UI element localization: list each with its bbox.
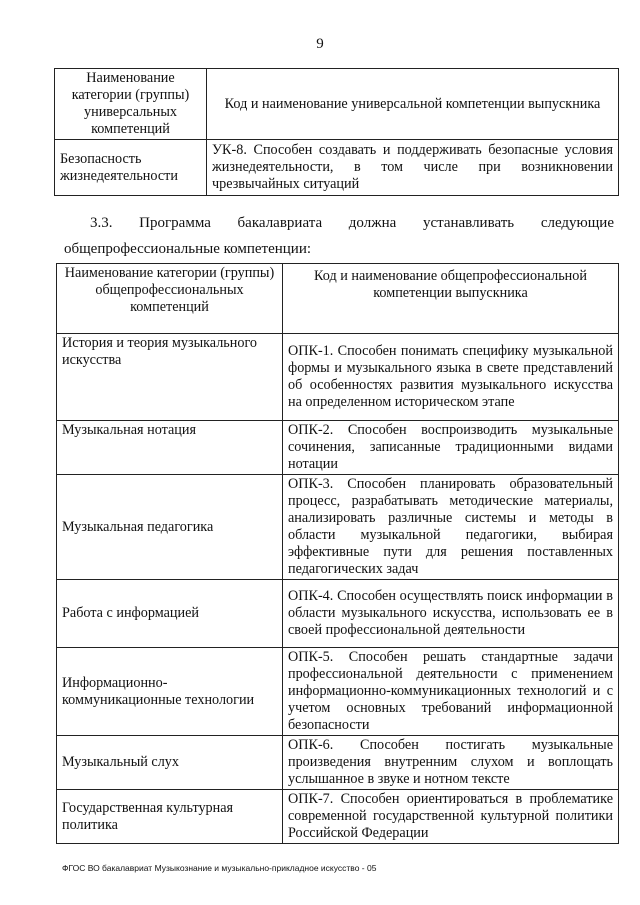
competence-cell: ОПК-1. Способен понимать специфику музыкальной формы и музыкального языка в свете представлений об особенностях развития музыкального искусства на определенном историческом этапе bbox=[283, 334, 619, 421]
header-competence: Код и наименование универсальной компетенции выпускника bbox=[207, 69, 619, 140]
paragraph-line-2: общепрофессиональные компетенции: bbox=[64, 241, 312, 257]
page-number: 9 bbox=[316, 36, 324, 52]
category-cell: История и теория музыкального искусства bbox=[57, 334, 283, 421]
category-cell: Безопасность жизнедеятельности bbox=[55, 140, 207, 196]
table-header-row bbox=[57, 264, 619, 334]
table-row bbox=[55, 140, 619, 196]
competence-cell: ОПК-3. Способен планировать образовательный процесс, разрабатывать методические материалы, анализировать различные системы и методы в области музыкальной педагогики, выбирая эффективные пути для решения поставленных педагогических задач bbox=[283, 475, 619, 580]
paragraph-line-1: 3.3. Программа бакалавриата должна устанавливать следующие bbox=[90, 215, 614, 231]
table-row bbox=[57, 421, 619, 475]
competence-cell: ОПК-4. Способен осуществлять поиск информации в области музыкального искусства, использовать ее в своей профессиональной деятельности bbox=[283, 580, 619, 648]
table-row bbox=[57, 790, 619, 844]
competence-cell: ОПК-2. Способен воспроизводить музыкальные сочинения, записанные традиционными видами нотации bbox=[283, 421, 619, 475]
table-row bbox=[57, 475, 619, 580]
table-row bbox=[57, 648, 619, 736]
table-row bbox=[57, 580, 619, 648]
header-competence: Код и наименование общепрофессиональной компетенции выпускника bbox=[283, 264, 619, 334]
header-category: Наименование категории (группы) универсальных компетенций bbox=[55, 69, 207, 140]
competence-cell: ОПК-7. Способен ориентироваться в проблематике современной государственной культурной политики Российской Федерации bbox=[283, 790, 619, 844]
competence-cell: УК-8. Способен создавать и поддерживать безопасные условия жизнедеятельности, в том числе при возникновении чрезвычайных ситуаций bbox=[207, 140, 619, 196]
category-cell: Музыкальный слух bbox=[57, 736, 283, 790]
universal-competences-table bbox=[54, 68, 619, 196]
table-header-row bbox=[55, 69, 619, 140]
general-professional-competences-table bbox=[56, 263, 619, 844]
footer: ФГОС ВО бакалавриат Музыкознание и музыкально-прикладное искусство - 05 bbox=[62, 863, 377, 873]
competence-cell: ОПК-6. Способен постигать музыкальные произведения внутренним слухом и воплощать услышанное в звуке и нотном тексте bbox=[283, 736, 619, 790]
category-cell: Музыкальная педагогика bbox=[57, 475, 283, 580]
header-category: Наименование категории (группы) общепрофессиональных компетенций bbox=[57, 264, 283, 334]
competence-cell: ОПК-5. Способен решать стандартные задачи профессиональной деятельности с применением информационно-коммуникационных технологий и с учетом основных требований информационной безопасности bbox=[283, 648, 619, 736]
table-row bbox=[57, 334, 619, 421]
category-cell: Информационно-коммуникационные технологии bbox=[57, 648, 283, 736]
category-cell: Государственная культурная политика bbox=[57, 790, 283, 844]
category-cell: Работа с информацией bbox=[57, 580, 283, 648]
table-row bbox=[57, 736, 619, 790]
category-cell: Музыкальная нотация bbox=[57, 421, 283, 475]
